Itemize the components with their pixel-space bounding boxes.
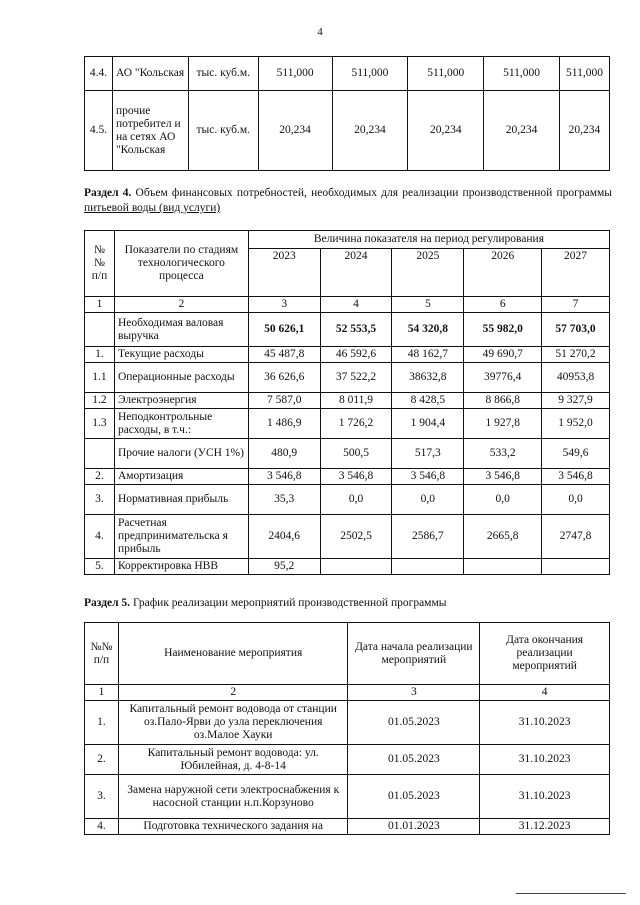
table-row [85, 393, 610, 409]
header-end: Дата окончания реализации мероприятий [480, 623, 610, 685]
value-cell: 45 487,8 [248, 347, 320, 363]
row-number: 1. [85, 701, 119, 745]
value-cell: 49 690,7 [464, 347, 542, 363]
column-number-row [85, 297, 610, 313]
value-cell: 517,3 [392, 439, 464, 469]
table-row [85, 469, 610, 485]
value-cell: 7 587,0 [248, 393, 320, 409]
header-num: № № п/п [85, 231, 115, 297]
value-cell: 480,9 [248, 439, 320, 469]
value-cell: 95,2 [248, 559, 320, 575]
col-num: 3 [348, 685, 480, 701]
value-cell: 46 592,6 [320, 347, 392, 363]
value-cell: 511,000 [332, 57, 408, 91]
value-cell: 37 522,2 [320, 363, 392, 393]
table-row [85, 347, 610, 363]
end-date: 31.10.2023 [480, 775, 610, 819]
table-row [85, 775, 610, 819]
value-cell: 8 011,9 [320, 393, 392, 409]
value-cell: 8 866,8 [464, 393, 542, 409]
row-number: 4. [85, 819, 119, 835]
consumption-table [84, 56, 610, 171]
section-5-heading [84, 596, 612, 611]
row-number: 5. [85, 559, 115, 575]
value-cell: 3 546,8 [464, 469, 542, 485]
indicator-name: Операционные расходы [114, 363, 248, 393]
unit-cell: тыс. куб.м. [188, 91, 258, 171]
value-cell: 511,000 [484, 57, 560, 91]
col-num: 4 [320, 297, 392, 313]
activity-name: Капитальный ремонт водовода: ул. Юбилейная, д. 4-8-14 [118, 745, 348, 775]
indicator-name: Прочие налоги (УСН 1%) [114, 439, 248, 469]
value-cell: 2665,8 [464, 515, 542, 559]
value-cell: 511,000 [408, 57, 484, 91]
activity-name: Капитальный ремонт водовода от станции оз.Пало-Ярви до узла переключения оз.Малое Хауки [118, 701, 348, 745]
col-num: 1 [85, 685, 119, 701]
value-cell: 0,0 [542, 485, 610, 515]
value-cell: 20,234 [258, 91, 332, 171]
consumer-name: прочие потребител и на сетях АО "Кольская [112, 91, 188, 171]
footer-rule [516, 893, 626, 894]
section-4-text: Объем финансовых потребностей, необходимых для реализации производственной программы [135, 187, 613, 199]
header-row [85, 623, 610, 685]
row-number: 2. [85, 469, 115, 485]
value-cell: 55 982,0 [464, 313, 542, 347]
row-number: 4.5. [85, 91, 113, 171]
value-cell: 3 546,8 [248, 469, 320, 485]
row-number: 1. [85, 347, 115, 363]
value-cell: 511,000 [559, 57, 609, 91]
table-row [85, 819, 610, 835]
row-number: 4.4. [85, 57, 113, 91]
value-cell: 51 270,2 [542, 347, 610, 363]
activity-name: Замена наружной сети электроснабжения к насосной станции н.п.Корзуново [118, 775, 348, 819]
value-cell: 52 553,5 [320, 313, 392, 347]
table-row [85, 91, 610, 171]
value-cell: 2502,5 [320, 515, 392, 559]
schedule-table [84, 622, 610, 835]
financial-table [84, 230, 610, 575]
table-row [85, 57, 610, 91]
col-num: 3 [248, 297, 320, 313]
table-row [85, 485, 610, 515]
value-cell: 57 703,0 [542, 313, 610, 347]
value-cell: 549,6 [542, 439, 610, 469]
section-4-heading [84, 186, 612, 216]
value-cell: 533,2 [464, 439, 542, 469]
indicator-name: Амортизация [114, 469, 248, 485]
row-number [85, 439, 115, 469]
table-row [85, 363, 610, 393]
value-cell: 2404,6 [248, 515, 320, 559]
value-cell: 500,5 [320, 439, 392, 469]
value-cell: 0,0 [464, 485, 542, 515]
table-row [85, 515, 610, 559]
indicator-name: Неподконтрольные расходы, в т.ч.: [114, 409, 248, 439]
indicator-name: Текущие расходы [114, 347, 248, 363]
year-cell: 2023 [248, 249, 320, 297]
col-num: 4 [480, 685, 610, 701]
row-number: 2. [85, 745, 119, 775]
section-5-label: Раздел 5. [84, 597, 131, 609]
value-cell: 1 927,8 [464, 409, 542, 439]
value-cell: 0,0 [392, 485, 464, 515]
table-row [85, 409, 610, 439]
start-date: 01.05.2023 [348, 701, 480, 745]
year-cell: 2024 [320, 249, 392, 297]
value-cell [542, 559, 610, 575]
indicator-name: Электроэнергия [114, 393, 248, 409]
value-cell: 35,3 [248, 485, 320, 515]
section-4-underlined: питьевой воды (вид услуги) [84, 202, 221, 214]
row-number: 1.2 [85, 393, 115, 409]
row-number: 4. [85, 515, 115, 559]
header-name: Наименование мероприятия [118, 623, 348, 685]
value-cell: 50 626,1 [248, 313, 320, 347]
value-cell: 511,000 [258, 57, 332, 91]
value-cell [392, 559, 464, 575]
indicator-name: Расчетная предпринимательска я прибыль [114, 515, 248, 559]
row-number [85, 313, 115, 347]
page-number: 4 [317, 26, 323, 38]
value-cell: 9 327,9 [542, 393, 610, 409]
start-date: 01.05.2023 [348, 745, 480, 775]
start-date: 01.01.2023 [348, 819, 480, 835]
col-num: 2 [118, 685, 348, 701]
table-row [85, 439, 610, 469]
value-cell: 1 904,4 [392, 409, 464, 439]
value-cell [320, 559, 392, 575]
value-cell: 20,234 [332, 91, 408, 171]
end-date: 31.10.2023 [480, 701, 610, 745]
value-cell: 20,234 [559, 91, 609, 171]
section-4-label: Раздел 4. [84, 187, 132, 199]
value-cell: 20,234 [484, 91, 560, 171]
value-cell: 40953,8 [542, 363, 610, 393]
value-cell: 20,234 [408, 91, 484, 171]
year-cell: 2027 [542, 249, 610, 297]
end-date: 31.10.2023 [480, 745, 610, 775]
value-cell: 38632,8 [392, 363, 464, 393]
row-number: 3. [85, 485, 115, 515]
value-cell [464, 559, 542, 575]
row-number: 1.3 [85, 409, 115, 439]
indicator-name: Необходимая валовая выручка [114, 313, 248, 347]
header-start: Дата начала реализации мероприятий [348, 623, 480, 685]
indicator-name: Нормативная прибыль [114, 485, 248, 515]
value-cell: 1 952,0 [542, 409, 610, 439]
indicator-name: Корректировка НВВ [114, 559, 248, 575]
row-number: 1.1 [85, 363, 115, 393]
value-cell: 39776,4 [464, 363, 542, 393]
unit-cell: тыс. куб.м. [188, 57, 258, 91]
value-cell: 36 626,6 [248, 363, 320, 393]
value-cell: 3 546,8 [320, 469, 392, 485]
col-num: 7 [542, 297, 610, 313]
table-row [85, 701, 610, 745]
col-num: 1 [85, 297, 115, 313]
value-cell: 2586,7 [392, 515, 464, 559]
section-5-text: График реализации мероприятий производственной программы [132, 597, 447, 609]
value-cell: 3 546,8 [392, 469, 464, 485]
value-cell: 0,0 [320, 485, 392, 515]
col-num: 2 [114, 297, 248, 313]
col-num: 5 [392, 297, 464, 313]
header-value: Величина показателя на период регулирования [248, 231, 609, 249]
value-cell: 54 320,8 [392, 313, 464, 347]
value-cell: 2747,8 [542, 515, 610, 559]
row-number: 3. [85, 775, 119, 819]
col-num: 6 [464, 297, 542, 313]
year-cell: 2025 [392, 249, 464, 297]
end-date: 31.12.2023 [480, 819, 610, 835]
year-cell: 2026 [464, 249, 542, 297]
table-row [85, 559, 610, 575]
table-row [85, 313, 610, 347]
header-indicator: Показатели по стадиям технологического процесса [114, 231, 248, 297]
table-row [85, 745, 610, 775]
header-row [85, 231, 610, 249]
activity-name: Подготовка технического задания на [118, 819, 348, 835]
start-date: 01.05.2023 [348, 775, 480, 819]
value-cell: 1 486,9 [248, 409, 320, 439]
value-cell: 48 162,7 [392, 347, 464, 363]
value-cell: 1 726,2 [320, 409, 392, 439]
value-cell: 3 546,8 [542, 469, 610, 485]
header-num: №№ п/п [85, 623, 119, 685]
column-number-row [85, 685, 610, 701]
value-cell: 8 428,5 [392, 393, 464, 409]
consumer-name: АО "Кольская [112, 57, 188, 91]
